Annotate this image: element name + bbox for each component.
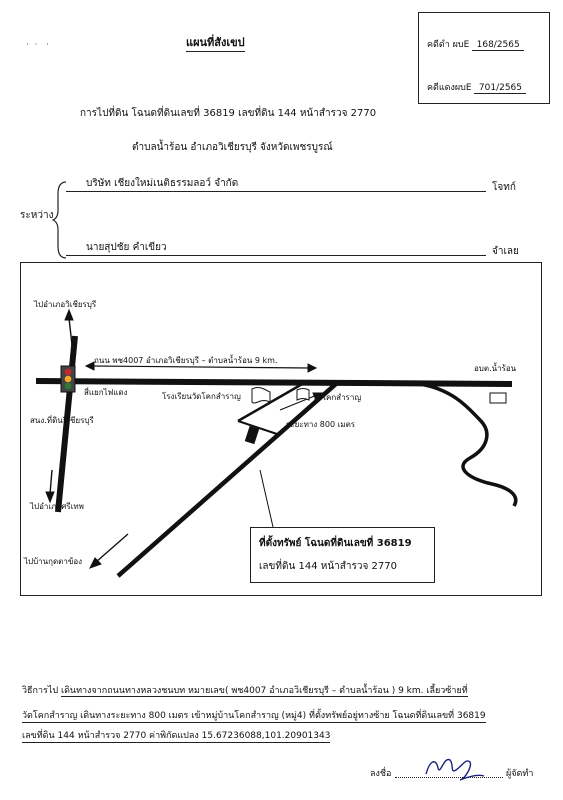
deed-line: การไปที่ดิน โฉนดที่ดินเลขที่ 36819 เลขที่ดิน 144 หน้าสำรวจ 2770 — [80, 108, 377, 119]
arrow-down-left-icon — [90, 534, 128, 568]
case-red-label: คดีแดงผบE — [427, 83, 472, 93]
label-to-wichian: ไปอำเภอวิเชียรบุรี — [34, 300, 97, 309]
location-line: ตำบลน้ำร้อน อำเภอวิเชียรบุรี จังหวัดเพชรบูรณ์ — [132, 142, 333, 153]
temple-flag-icon — [297, 389, 309, 401]
highway-road — [36, 381, 512, 384]
directions-line-1 — [22, 683, 468, 697]
directions-line-3: เลขที่ดิน 144 หน้าสำรวจ 2770 ค่าพิกัดแปลง 15.67236088,101.20901343 — [22, 728, 330, 743]
property-line-2: เลขที่ดิน 144 หน้าสำรวจ 2770 — [259, 561, 397, 572]
scan-marks: · · · — [26, 40, 49, 50]
defendant-role: จำเลย — [492, 246, 519, 257]
label-highway: ถนน พช4007 อำเภอวิเชียรบุรี – ตำบลน้ำร้อน 9 km. — [94, 356, 278, 365]
property-pointer — [260, 470, 273, 527]
signature-role: ผู้จัดทำ — [506, 769, 534, 779]
label-school: โรงเรียนวัดโคกสำราญ — [162, 392, 241, 401]
directions-label: วิธีการไป — [22, 686, 59, 696]
property-info-box — [250, 527, 435, 583]
case-red-number: 701/2565 — [474, 83, 526, 94]
label-to-kutta: ไปบ้านกุดตาข้อง — [24, 557, 83, 566]
label-to-si-thep: ไปอำเภอศรีเทพ — [30, 502, 84, 511]
plaintiff-name: บริษัท เชียงใหม่เนติธรรมลอว์ จำกัด — [86, 178, 239, 189]
directions-text-1: เดินทางจากถนนทางหลวงชนบท หมายเลข( พช4007 อำเภอวิเชียรบุรี – ตำบลน้ำร้อน ) 9 km. เลี้ยวซ้ายที่ — [61, 686, 468, 696]
plaintiff-role: โจทก์ — [492, 182, 516, 193]
case-black-label: คดีดำ ผบE — [427, 40, 470, 50]
defendant-name: นายสุปชัย คำเขียว — [86, 242, 167, 253]
school-flag-icon — [252, 388, 270, 404]
village-road-2 — [238, 421, 280, 435]
label-temple: วัดโคกสำราญ — [312, 393, 362, 402]
signature-scribble — [420, 750, 490, 784]
label-sao: อบต.น้ำร้อน — [474, 364, 517, 373]
property-marker — [245, 426, 259, 444]
traffic-light-icon — [61, 366, 75, 392]
label-land-office: สนง.ที่ดินวิเชียรบุรี — [30, 416, 94, 425]
label-distance: ระยะทาง 800 เมตร — [286, 420, 356, 429]
label-intersection: สี่แยกไฟแดง — [84, 388, 128, 397]
arrow-up-icon — [65, 310, 73, 345]
directions-line-2: วัดโคกสำราญ เดินทางระยะทาง 800 เมตร เข้าหมู่บ้านโคกสำราญ (หมู่4) ที่ตั้งทรัพย์อยู่ทางซ้าย โฉนดที่ดินเลขที่ 36819 — [22, 708, 486, 723]
page-title: แผนที่สังเขป — [186, 33, 245, 52]
village-road — [238, 383, 304, 421]
between-label: ระหว่าง — [20, 210, 54, 221]
property-line-1: ที่ตั้งทรัพย์ โฉนดที่ดินเลขที่ 36819 — [259, 538, 412, 549]
arrow-down-icon — [46, 470, 54, 502]
sign-label: ลงชื่อ — [370, 769, 392, 779]
sao-flag-icon — [490, 393, 506, 403]
case-black-number: 168/2565 — [472, 40, 524, 51]
